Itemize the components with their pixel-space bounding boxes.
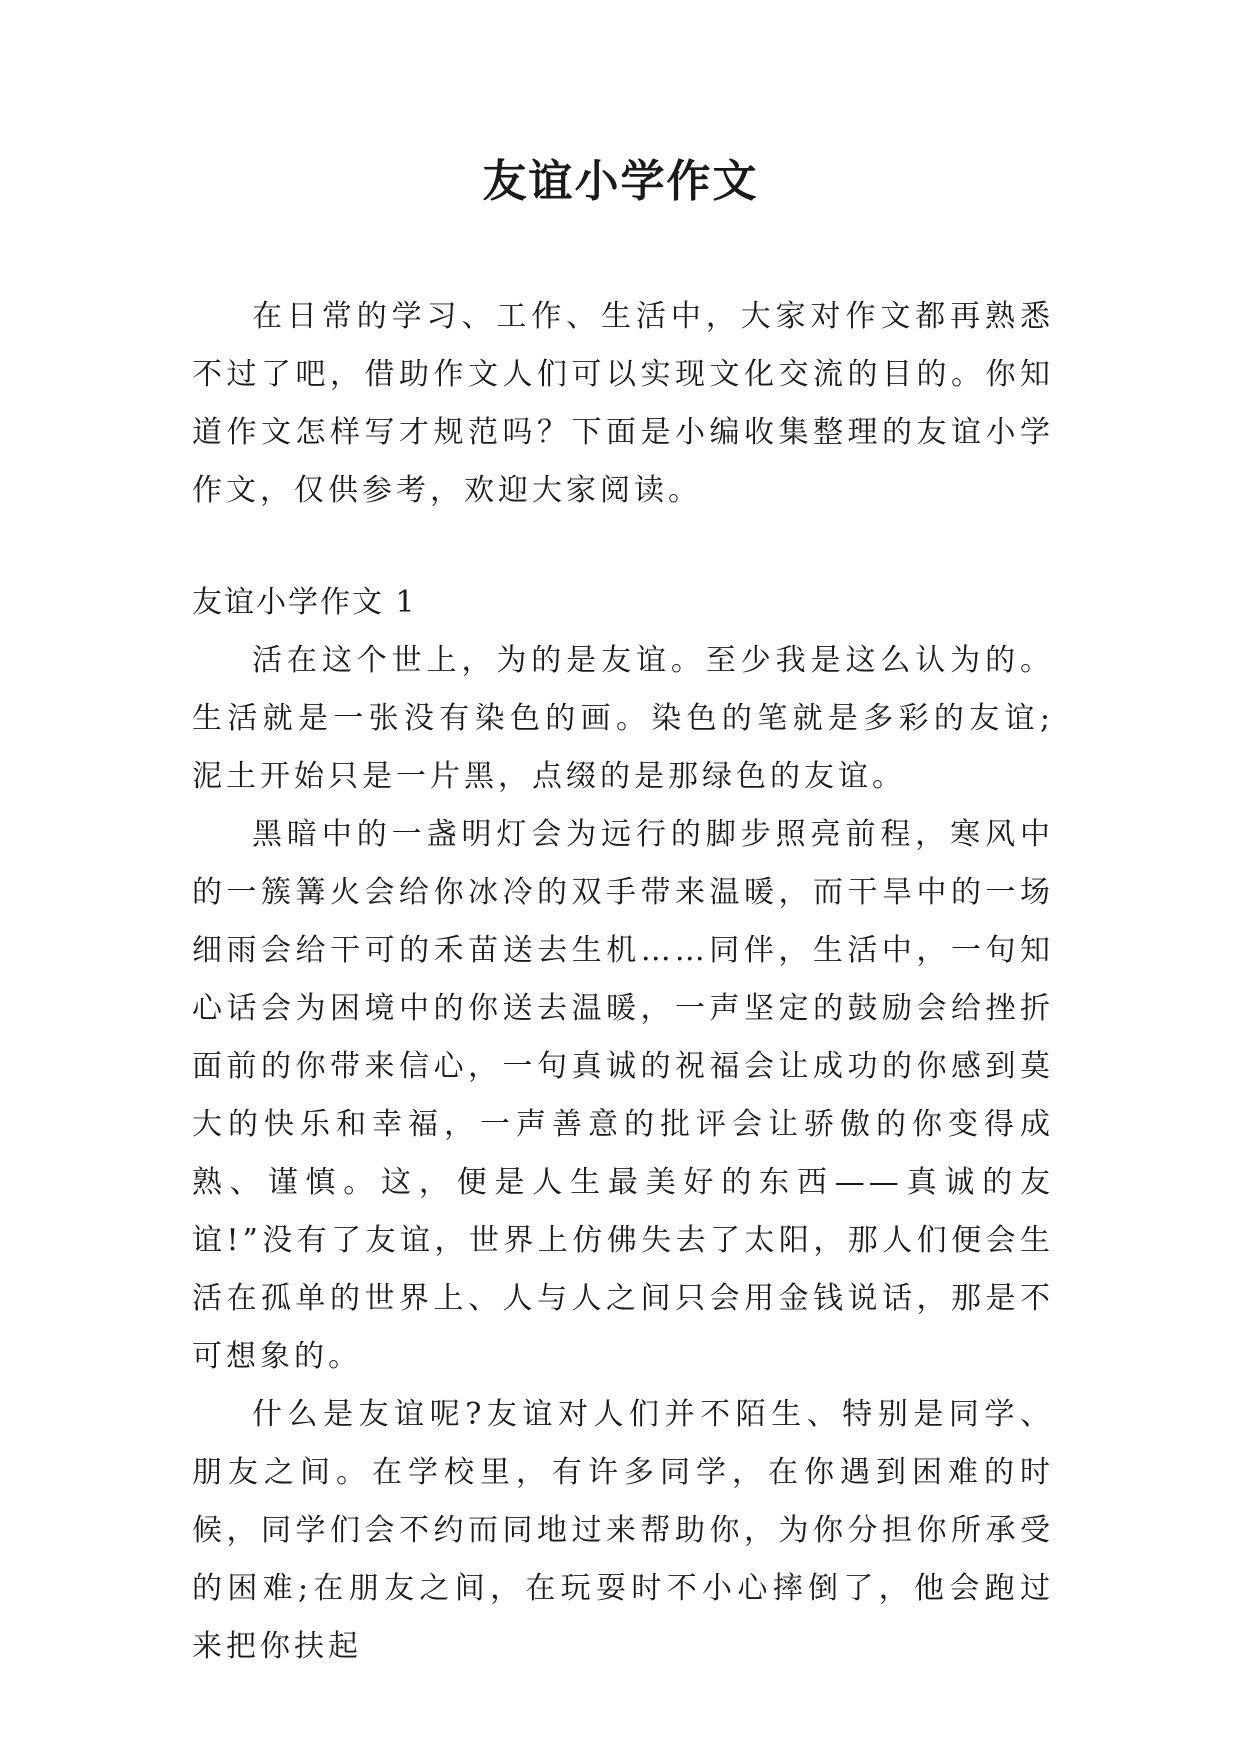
page-title: 友谊小学作文 xyxy=(482,156,759,207)
section-heading: 友谊小学作文 1 xyxy=(192,585,417,620)
document-body xyxy=(192,288,1054,1676)
body-paragraph-2: 黑暗中的一盏明灯会为远行的脚步照亮前程，寒风中的一簇篝火会给你冰冷的双手带来温暖，而干旱中的一场细雨会给干可的禾苗送去生机……同伴，生活中，一句知心话会为困境中的你送去温暖，一声坚定的鼓励会给挫折面前的你带来信心，一句真诚的祝福会让成功的你感到莫大的快乐和幸福，一声善意的批评会让骄傲的你变得成熟、谨慎。这，便是人生最美好的东西——真诚的友谊!”没有了友谊，世界上仿佛失去了太阳，那人们便会生活在孤单的世界上、人与人之间只会用金钱说话，那是不可想象的。 xyxy=(192,817,1054,1374)
intro-paragraph: 在日常的学习、工作、生活中，大家对作文都再熟悉不过了吧，借助作文人们可以实现文化交流的目的。你知道作文怎样写才规范吗？下面是小编收集整理的友谊小学作文，仅供参考，欢迎大家阅读。 xyxy=(192,299,1054,508)
section-spacer xyxy=(192,520,1054,574)
body-paragraph-1: 活在这个世上，为的是友谊。至少我是这么认为的。生活就是一张没有染色的画。染色的笔就是多彩的友谊;泥土开始只是一片黑，点缀的是那绿色的友谊。 xyxy=(192,643,1054,794)
body-paragraph-3: 什么是友谊呢?友谊对人们并不陌生、特别是同学、朋友之间。在学校里，有许多同学，在你遇到困难的时候，同学们会不约而同地过来帮助你，为你分担你所承受的困难;在朋友之间，在玩耍时不小心摔倒了，他会跑过来把你扶起 xyxy=(192,1397,1054,1664)
